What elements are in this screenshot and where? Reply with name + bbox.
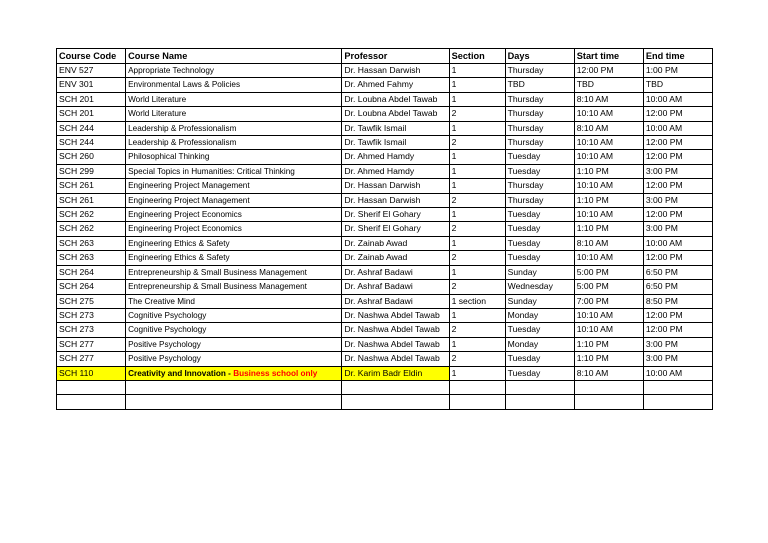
table-row — [57, 236, 713, 250]
cell-professor: Dr. Nashwa Abdel Tawab — [342, 337, 449, 351]
cell-end-time: 10:00 AM — [643, 121, 712, 135]
cell-course-code: SCH 264 — [57, 265, 126, 279]
cell-start-time: 1:10 PM — [574, 337, 643, 351]
cell-section: 2 — [449, 222, 505, 236]
cell-professor: Dr. Ashraf Badawi — [342, 265, 449, 279]
cell-start-time: 1:10 PM — [574, 352, 643, 366]
cell-course-code: SCH 244 — [57, 136, 126, 150]
cell-end-time: 12:00 PM — [643, 136, 712, 150]
cell-end-time: 1:00 PM — [643, 64, 712, 78]
cell-end-time: 3:00 PM — [643, 352, 712, 366]
cell-section: 1 — [449, 150, 505, 164]
empty-cell — [342, 380, 449, 394]
cell-start-time: 1:10 PM — [574, 222, 643, 236]
cell-days: Tuesday — [505, 208, 574, 222]
cell-section: 1 — [449, 337, 505, 351]
cell-days: Thursday — [505, 136, 574, 150]
cell-course-name: Engineering Project Economics — [126, 222, 342, 236]
highlighted-table-row — [57, 366, 713, 380]
cell-section: 1 — [449, 366, 505, 380]
table-row — [57, 337, 713, 351]
cell-start-time: 8:10 AM — [574, 366, 643, 380]
business-school-note: Business school only — [233, 368, 318, 378]
cell-professor: Dr. Zainab Awad — [342, 236, 449, 250]
table-row — [57, 92, 713, 106]
cell-course-name: World Literature — [126, 92, 342, 106]
cell-days: Tuesday — [505, 251, 574, 265]
cell-section: 2 — [449, 280, 505, 294]
cell-course-code: SCH 262 — [57, 208, 126, 222]
cell-section: 1 — [449, 92, 505, 106]
cell-professor: Dr. Tawfik Ismail — [342, 121, 449, 135]
cell-course-code: SCH 201 — [57, 92, 126, 106]
table-row — [57, 64, 713, 78]
empty-cell — [643, 395, 712, 409]
header-course-name: Course Name — [126, 49, 342, 64]
table-row — [57, 107, 713, 121]
cell-start-time: 7:00 PM — [574, 294, 643, 308]
cell-professor: Dr. Zainab Awad — [342, 251, 449, 265]
cell-course-code: SCH 244 — [57, 121, 126, 135]
cell-course-code: SCH 260 — [57, 150, 126, 164]
cell-end-time: 3:00 PM — [643, 193, 712, 207]
cell-start-time: 10:10 AM — [574, 251, 643, 265]
cell-section: 1 — [449, 164, 505, 178]
header-start-time: Start time — [574, 49, 643, 64]
cell-end-time: 12:00 PM — [643, 179, 712, 193]
cell-course-code: SCH 261 — [57, 193, 126, 207]
cell-days: Thursday — [505, 179, 574, 193]
cell-end-time: 8:50 PM — [643, 294, 712, 308]
cell-start-time: 1:10 PM — [574, 193, 643, 207]
empty-table-row — [57, 380, 713, 394]
cell-professor: Dr. Hassan Darwish — [342, 193, 449, 207]
cell-end-time: 10:00 AM — [643, 236, 712, 250]
cell-professor: Dr. Karim Badr Eldin — [342, 366, 449, 380]
table-row — [57, 136, 713, 150]
cell-days: Monday — [505, 308, 574, 322]
header-professor: Professor — [342, 49, 449, 64]
header-days: Days — [505, 49, 574, 64]
table-row — [57, 121, 713, 135]
cell-end-time: TBD — [643, 78, 712, 92]
cell-section: 1 — [449, 236, 505, 250]
cell-days: Tuesday — [505, 150, 574, 164]
header-end-time: End time — [643, 49, 712, 64]
cell-start-time: 8:10 AM — [574, 236, 643, 250]
cell-course-code: SCH 264 — [57, 280, 126, 294]
cell-days: Tuesday — [505, 352, 574, 366]
cell-course-name: Leadership & Professionalism — [126, 136, 342, 150]
cell-section: 2 — [449, 136, 505, 150]
cell-section: 2 — [449, 323, 505, 337]
cell-start-time: 8:10 AM — [574, 92, 643, 106]
table-row — [57, 78, 713, 92]
cell-course-code: SCH 263 — [57, 236, 126, 250]
cell-section: 1 — [449, 208, 505, 222]
empty-cell — [449, 380, 505, 394]
cell-professor: Dr. Ahmed Hamdy — [342, 150, 449, 164]
cell-end-time: 10:00 AM — [643, 366, 712, 380]
empty-cell — [643, 380, 712, 394]
table-body — [57, 64, 713, 410]
empty-cell — [505, 395, 574, 409]
cell-section: 2 — [449, 251, 505, 265]
cell-section: 1 — [449, 179, 505, 193]
table-row — [57, 280, 713, 294]
cell-days: Tuesday — [505, 366, 574, 380]
cell-course-name: Positive Psychology — [126, 337, 342, 351]
cell-section: 1 section — [449, 294, 505, 308]
cell-end-time: 3:00 PM — [643, 222, 712, 236]
cell-course-name: Engineering Project Management — [126, 179, 342, 193]
cell-section: 2 — [449, 193, 505, 207]
cell-course-name: Appropriate Technology — [126, 64, 342, 78]
cell-days: Tuesday — [505, 236, 574, 250]
cell-course-name: Engineering Ethics & Safety — [126, 236, 342, 250]
table-row — [57, 193, 713, 207]
table-row — [57, 208, 713, 222]
cell-professor: Dr. Loubna Abdel Tawab — [342, 92, 449, 106]
table-row — [57, 352, 713, 366]
cell-course-code: SCH 110 — [57, 366, 126, 380]
cell-end-time: 12:00 PM — [643, 251, 712, 265]
cell-days: Tuesday — [505, 323, 574, 337]
cell-course-name: Engineering Project Management — [126, 193, 342, 207]
empty-cell — [342, 395, 449, 409]
cell-course-code: SCH 277 — [57, 352, 126, 366]
header-course-code: Course Code — [57, 49, 126, 64]
cell-professor: Dr. Sherif El Gohary — [342, 208, 449, 222]
cell-course-name: Philosophical Thinking — [126, 150, 342, 164]
cell-course-name: Entrepreneurship & Small Business Management — [126, 265, 342, 279]
header-section: Section — [449, 49, 505, 64]
cell-professor: Dr. Nashwa Abdel Tawab — [342, 352, 449, 366]
cell-start-time: TBD — [574, 78, 643, 92]
cell-days: Wednesday — [505, 280, 574, 294]
cell-start-time: 5:00 PM — [574, 265, 643, 279]
empty-table-row — [57, 395, 713, 409]
cell-professor: Dr. Tawfik Ismail — [342, 136, 449, 150]
cell-end-time: 10:00 AM — [643, 92, 712, 106]
cell-section: 1 — [449, 64, 505, 78]
table-row — [57, 150, 713, 164]
cell-course-code: SCH 277 — [57, 337, 126, 351]
cell-course-code: SCH 273 — [57, 308, 126, 322]
cell-days: TBD — [505, 78, 574, 92]
cell-course-name: Cognitive Psychology — [126, 323, 342, 337]
cell-professor: Dr. Sherif El Gohary — [342, 222, 449, 236]
cell-start-time: 10:10 AM — [574, 107, 643, 121]
cell-days: Sunday — [505, 265, 574, 279]
table-row — [57, 251, 713, 265]
table-row — [57, 294, 713, 308]
cell-start-time: 1:10 PM — [574, 164, 643, 178]
cell-start-time: 10:10 AM — [574, 308, 643, 322]
cell-end-time: 12:00 PM — [643, 323, 712, 337]
cell-start-time: 10:10 AM — [574, 323, 643, 337]
course-schedule-table — [56, 48, 713, 410]
cell-section: 2 — [449, 107, 505, 121]
cell-professor: Dr. Ahmed Hamdy — [342, 164, 449, 178]
course-name-text: Creativity and Innovation - — [128, 368, 234, 378]
cell-start-time: 10:10 AM — [574, 208, 643, 222]
empty-cell — [57, 380, 126, 394]
cell-section: 1 — [449, 78, 505, 92]
cell-course-name: Cognitive Psychology — [126, 308, 342, 322]
cell-professor: Dr. Nashwa Abdel Tawab — [342, 308, 449, 322]
cell-days: Thursday — [505, 121, 574, 135]
cell-course-code: ENV 527 — [57, 64, 126, 78]
cell-course-code: SCH 273 — [57, 323, 126, 337]
cell-course-name: Engineering Project Economics — [126, 208, 342, 222]
cell-start-time: 5:00 PM — [574, 280, 643, 294]
cell-course-code: SCH 263 — [57, 251, 126, 265]
cell-start-time: 10:10 AM — [574, 136, 643, 150]
cell-course-name: Special Topics in Humanities: Critical Thinking — [126, 164, 342, 178]
cell-course-code: SCH 262 — [57, 222, 126, 236]
table-row — [57, 179, 713, 193]
cell-course-code: SCH 201 — [57, 107, 126, 121]
cell-days: Thursday — [505, 64, 574, 78]
cell-end-time: 6:50 PM — [643, 265, 712, 279]
cell-start-time: 8:10 AM — [574, 121, 643, 135]
cell-course-name: World Literature — [126, 107, 342, 121]
empty-cell — [126, 380, 342, 394]
cell-section: 2 — [449, 352, 505, 366]
cell-course-code: ENV 301 — [57, 78, 126, 92]
cell-days: Thursday — [505, 107, 574, 121]
cell-end-time: 12:00 PM — [643, 107, 712, 121]
cell-days: Tuesday — [505, 222, 574, 236]
empty-cell — [57, 395, 126, 409]
empty-cell — [505, 380, 574, 394]
cell-days: Sunday — [505, 294, 574, 308]
cell-end-time: 3:00 PM — [643, 164, 712, 178]
cell-professor: Dr. Loubna Abdel Tawab — [342, 107, 449, 121]
empty-cell — [126, 395, 342, 409]
cell-section: 1 — [449, 265, 505, 279]
cell-course-name — [126, 366, 342, 380]
cell-professor: Dr. Nashwa Abdel Tawab — [342, 323, 449, 337]
table-row — [57, 222, 713, 236]
cell-professor: Dr. Hassan Darwish — [342, 179, 449, 193]
cell-days: Tuesday — [505, 164, 574, 178]
header-row — [57, 49, 713, 64]
cell-course-name: Leadership & Professionalism — [126, 121, 342, 135]
cell-professor: Dr. Ashraf Badawi — [342, 280, 449, 294]
table-row — [57, 265, 713, 279]
cell-professor: Dr. Ashraf Badawi — [342, 294, 449, 308]
cell-professor: Dr. Hassan Darwish — [342, 64, 449, 78]
cell-course-name: The Creative Mind — [126, 294, 342, 308]
cell-professor: Dr. Ahmed Fahmy — [342, 78, 449, 92]
cell-start-time: 10:10 AM — [574, 150, 643, 164]
cell-days: Monday — [505, 337, 574, 351]
empty-cell — [574, 395, 643, 409]
cell-end-time: 12:00 PM — [643, 308, 712, 322]
cell-section: 1 — [449, 308, 505, 322]
cell-end-time: 6:50 PM — [643, 280, 712, 294]
cell-course-name: Engineering Ethics & Safety — [126, 251, 342, 265]
cell-course-name: Positive Psychology — [126, 352, 342, 366]
cell-course-code: SCH 261 — [57, 179, 126, 193]
cell-days: Thursday — [505, 193, 574, 207]
cell-course-code: SCH 299 — [57, 164, 126, 178]
cell-days: Thursday — [505, 92, 574, 106]
table-row — [57, 323, 713, 337]
table-header — [57, 49, 713, 64]
cell-start-time: 12:00 PM — [574, 64, 643, 78]
cell-course-code: SCH 275 — [57, 294, 126, 308]
cell-start-time: 10:10 AM — [574, 179, 643, 193]
empty-cell — [574, 380, 643, 394]
table-row — [57, 308, 713, 322]
cell-course-name: Entrepreneurship & Small Business Management — [126, 280, 342, 294]
cell-end-time: 12:00 PM — [643, 150, 712, 164]
cell-course-name: Environmental Laws & Policies — [126, 78, 342, 92]
empty-cell — [449, 395, 505, 409]
cell-end-time: 12:00 PM — [643, 208, 712, 222]
cell-section: 1 — [449, 121, 505, 135]
cell-end-time: 3:00 PM — [643, 337, 712, 351]
table-row — [57, 164, 713, 178]
